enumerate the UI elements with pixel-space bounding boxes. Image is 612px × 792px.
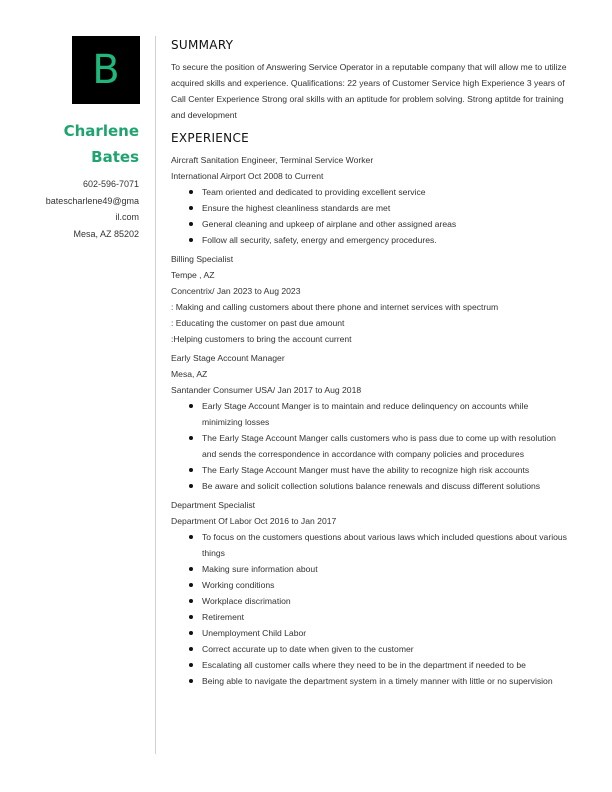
experience-line: International Airport Oct 2008 to Current bbox=[171, 171, 324, 181]
experience-line: Concentrix/ Jan 2023 to Aug 2023 bbox=[171, 286, 301, 296]
bullet-item: The Early Stage Account Manger must have the ability to recognize high risk accounts bbox=[202, 462, 571, 478]
email-line-1: batescharlene49@gma bbox=[45, 195, 139, 206]
main-column bbox=[171, 38, 571, 692]
experience-line: Santander Consumer USA/ Jan 2017 to Aug 2018 bbox=[171, 385, 362, 395]
summary-text: To secure the position of Answering Service Operator in a reputable company that will allow me to utilize acquired skills and experience. Qualifications: 22 years of Customer Service high Experience 3 years of Call Center Experience Strong oral skills with an aptitude for problem solving. Strong aptitde for training and development bbox=[171, 62, 567, 120]
first-name: Charlene bbox=[63, 122, 139, 140]
bullet-item: Working conditions bbox=[202, 577, 571, 593]
bullet-item: To focus on the customers questions about various laws which included questions about various things bbox=[202, 529, 571, 561]
bullet-item: Be aware and solicit collection solutions balance renewals and discuss different solutions bbox=[202, 478, 571, 494]
experience-heading: EXPERIENCE bbox=[171, 131, 250, 145]
bullet-list bbox=[171, 184, 571, 248]
bullet-item: Team oriented and dedicated to providing excellent service bbox=[202, 184, 571, 200]
bullet-item: Escalating all customer calls where they need to be in the department if needed to be bbox=[202, 657, 571, 673]
bullet-item: The Early Stage Account Manger calls customers who is pass due to come up with resolution and sends the correspondence in accordance with company policies and procedures bbox=[202, 430, 571, 462]
monogram-badge bbox=[72, 36, 140, 104]
bullet-item: General cleaning and upkeep of airplane and other assigned areas bbox=[202, 216, 571, 232]
experience-line: Billing Specialist bbox=[171, 254, 234, 264]
bullet-item: Correct accurate up to date when given to the customer bbox=[202, 641, 571, 657]
experience-line: : Making and calling customers about there phone and internet services with spectrum bbox=[171, 302, 499, 312]
bullet-item: Follow all security, safety, energy and emergency procedures. bbox=[202, 232, 571, 248]
bullet-item: Workplace discrimation bbox=[202, 593, 571, 609]
experience-entry bbox=[171, 152, 571, 248]
experience-line: Early Stage Account Manager bbox=[171, 353, 285, 363]
contact-info bbox=[29, 176, 139, 242]
experience-list bbox=[171, 152, 571, 689]
experience-line: Mesa, AZ bbox=[171, 369, 208, 379]
phone-number: 602-596-7071 bbox=[82, 179, 139, 189]
bullet-item: Early Stage Account Manger is to maintain and reduce delinquency on accounts while minimizing losses bbox=[202, 398, 571, 430]
experience-entry bbox=[171, 350, 571, 494]
experience-line: :Helping customers to bring the account current bbox=[171, 334, 352, 344]
bullet-item: Ensure the highest cleanliness standards are met bbox=[202, 200, 571, 216]
location: Mesa, AZ 85202 bbox=[73, 228, 139, 239]
bullet-list bbox=[171, 529, 571, 689]
monogram-letter: B bbox=[92, 47, 120, 93]
experience-line: : Educating the customer on past due amount bbox=[171, 318, 345, 328]
last-name: Bates bbox=[91, 148, 139, 166]
email-line-2: il.com bbox=[115, 212, 139, 222]
bullet-list bbox=[171, 398, 571, 494]
bullet-item: Retirement bbox=[202, 609, 571, 625]
summary-heading: SUMMARY bbox=[171, 38, 234, 52]
experience-entry bbox=[171, 251, 571, 347]
experience-line: Tempe , AZ bbox=[171, 270, 215, 280]
bullet-item: Being able to navigate the department system in a timely manner with little or no supervision bbox=[202, 673, 571, 689]
bullet-item: Making sure information about bbox=[202, 561, 571, 577]
experience-line: Department Of Labor Oct 2016 to Jan 2017 bbox=[171, 516, 337, 526]
column-divider bbox=[155, 36, 156, 754]
experience-line: Aircraft Sanitation Engineer, Terminal Service Worker bbox=[171, 155, 374, 165]
experience-line: Department Specialist bbox=[171, 500, 256, 510]
bullet-item: Unemployment Child Labor bbox=[202, 625, 571, 641]
experience-entry bbox=[171, 497, 571, 689]
